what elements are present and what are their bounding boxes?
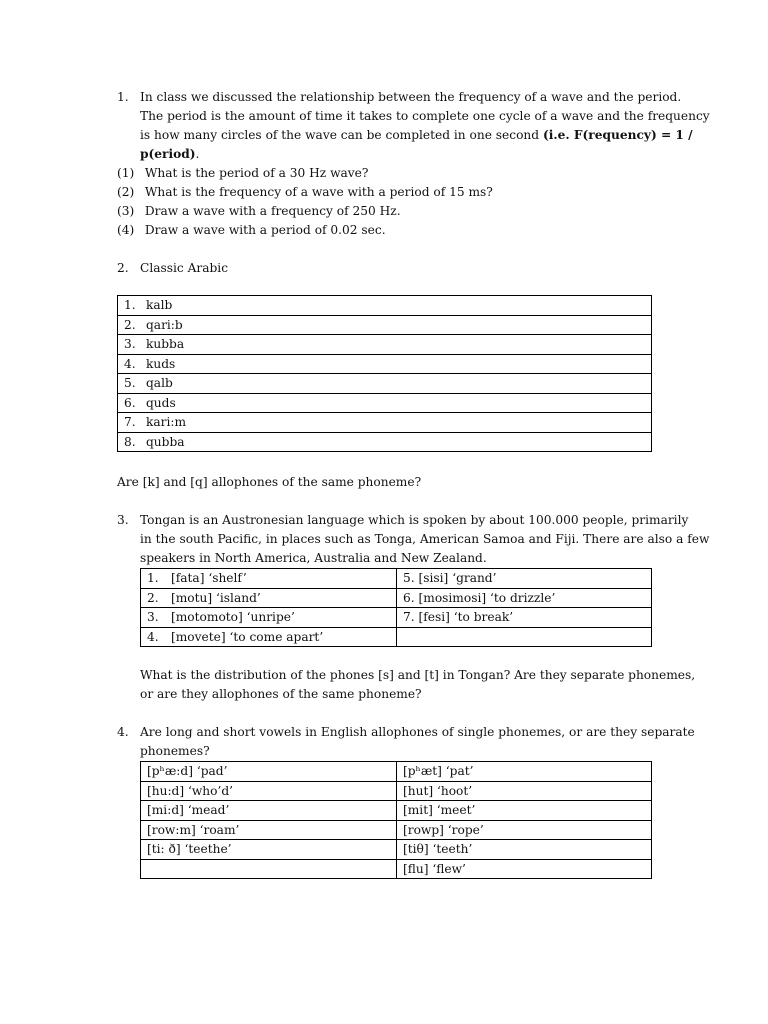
q2-question: Are [k] and [q] allophones of the same phoneme?: [117, 475, 422, 489]
q1-sub-3: [117, 204, 401, 218]
table-cell: 7. [fesi] ‘to break’: [397, 608, 652, 628]
q1-sub-3-text: Draw a wave with a frequency of 250 Hz.: [144, 204, 401, 218]
table-cell: [mit] ‘meet’: [397, 801, 652, 821]
q1-sub-4-text: Draw a wave with a period of 0.02 sec.: [144, 223, 386, 237]
row-number: 6.: [124, 395, 136, 410]
word: qalb: [146, 376, 173, 391]
table-cell: [mi:d] ‘mead’: [141, 801, 397, 821]
q2-number: 2.: [117, 261, 129, 275]
table-row: [141, 627, 652, 647]
table-row: [141, 762, 652, 782]
q1-sub-2: [117, 185, 493, 199]
row-number: 5.: [124, 376, 136, 391]
table-cell: [pʰæ:d] ‘pad’: [141, 762, 397, 782]
q3-line-2: in the south Pacific, in places such as Tonga, American Samoa and Fiji. There are also a few: [140, 532, 710, 546]
table-cell: [118, 374, 652, 394]
table-cell: [hu:d] ‘who’d’: [141, 781, 397, 801]
q1-sub-3-number: (3): [117, 204, 135, 218]
q1-sub-1: [117, 166, 368, 180]
row-number: 8.: [124, 434, 136, 449]
q1-sub-2-text: What is the frequency of a wave with a period of 15 ms?: [144, 185, 493, 199]
table-cell: [118, 413, 652, 433]
table-cell: [118, 296, 652, 316]
table-cell: [hut] ‘hoot’: [397, 781, 652, 801]
q1-line-4-punct: .: [195, 147, 200, 161]
row-number: 4.: [124, 356, 136, 371]
arabic-word-table: [117, 295, 652, 452]
table-row: [141, 820, 652, 840]
table-cell: [141, 588, 397, 608]
word: kalb: [146, 298, 173, 313]
table-row: [118, 393, 652, 413]
table-row: [118, 374, 652, 394]
word: quds: [146, 395, 176, 410]
q4-line-1: Are long and short vowels in English allophones of single phonemes, or are they separate: [140, 725, 695, 739]
english-vowel-table: [140, 761, 652, 879]
table-cell: [pʰæt] ‘pat’: [397, 762, 652, 782]
table-cell: 6. [mosimosi] ‘to drizzle’: [397, 588, 652, 608]
row-number: 1.: [147, 571, 159, 586]
table-cell: [141, 627, 397, 647]
table-cell: [118, 432, 652, 452]
word: kubba: [146, 337, 185, 352]
table-cell: [row:m] ‘roam’: [141, 820, 397, 840]
q3-question-line-1: What is the distribution of the phones [s] and [t] in Tongan? Are they separate phonemes,: [140, 668, 696, 682]
table-cell: [rowp] ‘rope’: [397, 820, 652, 840]
q3-number: 3.: [117, 513, 129, 527]
tongan-word-table: [140, 568, 652, 647]
table-row: [141, 801, 652, 821]
word: kari:m: [146, 415, 187, 430]
q1-formula-part-2: p(eriod): [140, 147, 196, 161]
table-row: [141, 859, 652, 879]
table-cell: [141, 569, 397, 589]
q1-formula-part-1: (i.e. F(requency) = 1 /: [542, 128, 693, 142]
table-row: [141, 840, 652, 860]
q1-number: 1.: [117, 90, 129, 104]
table-row: [118, 315, 652, 335]
q1-sub-4-number: (4): [117, 223, 135, 237]
q3-question-line-2: or are they allophones of the same phoneme?: [140, 687, 422, 701]
row-number: 2.: [147, 590, 159, 605]
row-number: 3.: [147, 610, 159, 625]
table-cell: [flu] ‘flew’: [397, 859, 652, 879]
q1-sub-4: [117, 223, 386, 237]
table-row: [118, 413, 652, 433]
row-number: 7.: [124, 415, 136, 430]
table-cell: [118, 335, 652, 355]
word: [motomoto] ‘unripe’: [171, 610, 295, 625]
word: qari:b: [146, 317, 183, 332]
table-cell: [141, 859, 397, 879]
table-row: [118, 354, 652, 374]
table-cell: [tiθ] ‘teeth’: [397, 840, 652, 860]
table-row: [141, 588, 652, 608]
table-row: [141, 781, 652, 801]
table-row: [141, 569, 652, 589]
word: [motu] ‘island’: [171, 590, 261, 605]
q1-line-1: In class we discussed the relationship between the frequency of a wave and the period.: [140, 90, 682, 104]
word: [fata] ‘shelf’: [171, 571, 247, 586]
row-number: 4.: [147, 629, 159, 644]
word: qubba: [146, 434, 185, 449]
q1-sub-1-number: (1): [117, 166, 135, 180]
row-number: 3.: [124, 337, 136, 352]
q1-line-2: The period is the amount of time it takes to complete one cycle of a wave and the frequency: [140, 109, 710, 123]
table-cell: [118, 354, 652, 374]
q4-line-2: phonemes?: [140, 744, 210, 758]
q1-line-4: [140, 147, 199, 161]
table-cell: [141, 608, 397, 628]
table-row: [118, 296, 652, 316]
q3-line-1: Tongan is an Austronesian language which is spoken by about 100.000 people, primarily: [140, 513, 689, 527]
q1-line-3-text: is how many circles of the wave can be completed in one second: [140, 128, 543, 142]
table-cell: [ti: ð] ‘teethe’: [141, 840, 397, 860]
row-number: 2.: [124, 317, 136, 332]
q3-line-3: speakers in North America, Australia and New Zealand.: [140, 551, 487, 565]
row-number: 1.: [124, 298, 136, 313]
table-row: [118, 335, 652, 355]
word: [movete] ‘to come apart’: [171, 629, 324, 644]
q4-number: 4.: [117, 725, 129, 739]
table-cell: [118, 393, 652, 413]
q1-sub-2-number: (2): [117, 185, 135, 199]
table-cell: [397, 627, 652, 647]
table-cell: 5. [sisi] ‘grand’: [397, 569, 652, 589]
table-row: [141, 608, 652, 628]
word: kuds: [146, 356, 176, 371]
table-cell: [118, 315, 652, 335]
q2-title: Classic Arabic: [140, 261, 229, 275]
table-row: [118, 432, 652, 452]
q1-sub-1-text: What is the period of a 30 Hz wave?: [144, 166, 369, 180]
q1-line-3: [140, 128, 693, 142]
